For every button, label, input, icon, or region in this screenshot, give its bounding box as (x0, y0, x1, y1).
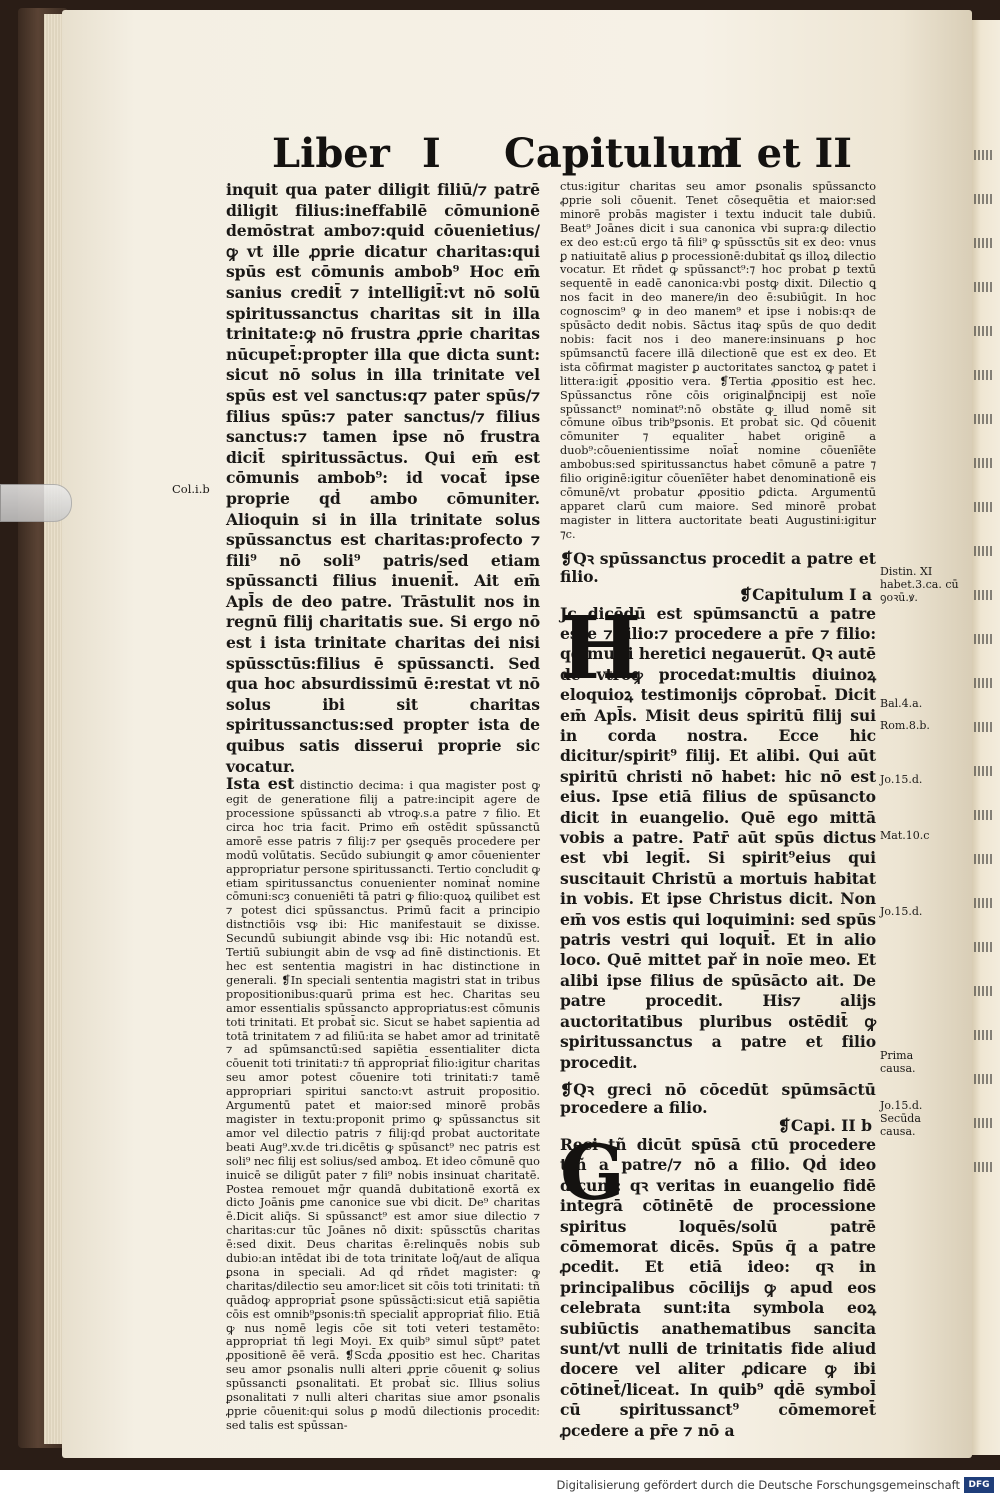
initial-capital-g: G (560, 1127, 625, 1217)
bookmark-strip (0, 484, 72, 522)
chapter-two-label: ❡Capi. II (777, 1115, 856, 1135)
margin-note-left: Col.i.b (172, 482, 210, 496)
margin-note-gal: Bal.4.a. (880, 697, 923, 710)
margin-note-prima-causa: Prima causa. (880, 1049, 916, 1075)
chapter-two-letter: b (861, 1115, 872, 1135)
right-column (560, 180, 876, 1441)
chapter-two-body (560, 1127, 876, 1441)
left-column-lead-text: inquit qua pater diligit filiū/⁊ patrē diligit filius:ineffabilē cōmunionē demōstrat ambo⁊:quid cōuenietius/ꝙ vt ille ꝓprie dicatur charitas:qui spūs est cōmunis ambob⁹ Hoc em̄ sanius credit̄ ⁊ intelligit̄:vt nō solū spiritussanctus charitas sit in illa trinitate:ꝙ nō frustra ꝓprie charitas nūcupet̄:propter illa que dicta sunt: sicut nō solus in illa trinitate vel spūs est vel sanctus:q⁊ pater spūs/⁊ filius spūs:⁊ pater sanctus/⁊ filius sanctus:⁊ tamen ipse nō frustra dicit̄ spiritussāctus. Qui em̄ est cōmunis ambob⁹: id vocat̄ ipse proprie qḋ ambo cōmuniter. Alioquin si in illa trinitate solus spūssanctus est charitas:profecto ⁊ fili⁹ nō soli⁹ patris/sed etiam spūssancti filius inuenit̄. Ait em̄ Apl̄s de deo patre. Trāstulit nos in regnū filij charitatis sue. Si ergo nō est i ista trinitate charitas dei nisi spūssctūs:filius ē spūssancti. Sed qua hoc absurdissimū ē:restat vt nō solus ibi sit charitas spiritussanctus:sed propter ista de quibus satis disserui proprie sic vocatur. (226, 180, 540, 776)
footer-funding-text: Digitalisierung gefördert durch die Deutsche Forschungsgemeinschaft (556, 1478, 960, 1492)
margin-note-secunda-causa: Jo.15.d. Secūda causa. (880, 1099, 923, 1138)
left-column-commentary (226, 774, 540, 1433)
initial-capital-h: H (560, 597, 642, 699)
rubric-procedit: ❡Qꝛ spūssanctus procedit a patre et filio. (560, 548, 876, 586)
chapter-one-letter: a (861, 584, 872, 604)
header-liber: Liber (272, 130, 390, 177)
facing-page-bleed (972, 150, 998, 1250)
left-column (226, 180, 540, 1433)
chapter-one-body (560, 597, 876, 1073)
rubric-greci: ❡Qꝛ greci nō cōcedūt spūmsāctū procedere a filio. (560, 1079, 876, 1117)
margin-note-mat: Mat.10.c (880, 829, 930, 842)
dfg-logo: DFG (964, 1477, 994, 1493)
chapter-one-text: Jc dicēdū est spūmsanctū a patre esse ⁊ filio:⁊ procedere a pr̄e ⁊ filio: qḋ multi heretici negauerūt. Qꝛ autē de vtroꝙ procedat:multis diuinoꝝ eloquioꝝ testimonijs cōprobat̄. Dicit em̄ Apl̄s. Misit deus spiritū filij sui in corda nostra. Ecce hic dicitur/spirit⁹ filij. Et alibi. Qui aūt spiritū christi nō habet: hic nō est eius. Ipse etiā filius de spūsancto dicit in euangelio. Quē ego mittā vobis a patre. Patr̄ aūt spūs dictus est vbi legit̄. Si spirit⁹eius qui suscitauit Christū a mortuis habitat in vobis. Et ipse Christus dicit. Non em̄ vos estis qui loquimini: sed spūs patris vestri qui loquit̄. Et in alio loco. Quē mittet pař in noīe meo. Et alibi ipse filius de spūsācto ait. De patre procedit. His⁊ alijs auctoritatibus pluribus ostēdit̄ ꝙ spiritussanctus a patre et filio procedit. (560, 603, 876, 1072)
header-chapter-numbers: I et II (724, 130, 852, 177)
right-column-commentary: ctus:igitur charitas seu amor ꝑsonalis spūssancto ꝓprie soli cōuenit. Tenet cōsequētia et maior:sed minorē probās magister i textu inducit tale dubiū. Beat⁹ Joānes dicit i sua canonica vbi supra:ꝙ dilectio ex deo est:cū ergo tā fili⁹ ꝙ spūssctūs sit ex deo: vnus ꝑ natiuitatē alius ꝑ processionē:dubitat̄ ꝗs illoꝝ dilectio vocatur. Et rn̄det ꝙ spūssanct⁹:⁊ hoc probat ꝑ textū sequentē in eadē canonica:vbi postꝙ dixit. Dilectio ꝗ nos facit in deo manere/in deo ē:subiūgit. In hoc cognoscim⁹ ꝙ in deo manem⁹ et ipse i nobis:qꝛ de spūsācto dedit nobis. Sāctus itaꝙ spūs de quo dedit nobis: facit nos i deo manere:insinuans ꝑ hoc spūmsanctū facere illā dilectionē que est ex deo. Et ista cōfirmat magister ꝑ auctoritates sanctoꝝ ꝙ patet i littera:igit̄ ꝓpositio vera. ❡Tertia ꝓpositio est hec. Spūssanctus rōne cōis originalꝑ̄ncipij est noīe spūssanct⁹ nominat⁹:nō obstāte ꝙ illud nomē sit cōmune oībus trib⁹ꝑsonis. Et probat̄ sic. Qḋ cōuenit cōmuniter ⁊ equaliter habet originē a duob⁹:cōuenientissime noīat̄ nomine cōuenīēte ambobus:sed spiritussanctus habet cōmunē a patre ⁊ filio originē:igitur cōuenīēter habet denominationē eis cōmunē/vt probatur ꝓpositio ꝑdicta. Argumentū apparet clarū cum maiore. Sed minorē probat magister in littera auctoritate beati Augustini:igitur ⁊c. (560, 180, 876, 541)
running-header (272, 128, 872, 184)
margin-note-jo-2: Jo.15.d. (880, 905, 923, 918)
margin-note-distin: Distin. XI habet.3.ca. cū ꝯoꝛū.ꝟ. (880, 565, 959, 604)
margin-note-rom: Rom.8.b. (880, 719, 930, 732)
chapter-one-label: ❡Capitulum I (739, 584, 857, 604)
header-book-number: I (422, 130, 441, 177)
commentary-body: distinctio decima: i qua magister post ꝙ egit de generatione filij a patre:incipit agere de processione spūssancti ab vtroꝙ.s.a patre ⁊ filio. Et circa hoc tria facit. Primo em̄ ostēdit spūssanctū amorē esse patris ⁊ filij:⁊ per ꝯsequēs procedere per modū volūtatis. Secūdo subiungit ꝙ amor cōuenienter appropriatur persone spiritussancti. Tertio concludit ꝙ etiam spiritussanctus conuenienter nominat̄ nomine cōmuni:scȝ conueniēti tā patri ꝙ filio:quoꝝ quilibet est ⁊ potest dici spūssanctus. Primū facit a principio dist̄nctiōis vsꝙ ibi: Hic manifestauit se dixisse. Secundū subiungit abinde vsꝙ ibi: Hic notandū est. Tertiū subiungit abin de vsꝙ ad finē distinctionis. Et hec est sententia magistri in hac distinctione in generali. ❡In speciali sententia magistri stat in tribus propositionibus:quarū prima est hec. Charitas seu amor essentialis spūssancto appropriatus:est cōmunis toti trinitati. Et probat̄ sic. Sicut se habet sapientia ad totā trinitatem ⁊ ad filiū:ita se habet amor ad trinitatē ⁊ ad spūmsanctū:sed sapiētia essentialiter dicta cōuenit toti trinitati:⁊ tñ appropriat̄ filio:igitur charitas seu amor potest cōuenire toti trinitati:⁊ tamē appropriari spiritui sancto:vt astruit propositio. Argumentū patet et maior:sed minorē probās magister in textu:proponit primo ꝙ spūssanctus sit amor vel dilectio patris ⁊ filij:qḋ probat auctoritate beati Aug⁹.xv.de tri.dicētis ꝙ spūsanct⁹ nec patris est soli⁹ nec filij est solius/sed amboꝝ. Et ideo cōmunē quo inuicē se diligūt pater ⁊ fili⁹ nobis insinuat charitatē. Postea remouet mḡr quandā dubitationē exortā ex dicto Joānis ꝑme canonice sue vbi dicit. De⁹ charitas ē.Dicit aliq̄s. Si spūssanct⁹ est amor siue dilectio ⁊ charitas:cur tūc Joānes nō dixit: spūssctūs charitas ē:sed dixit. Deus charitas ē:relinquēs nobis sub dubio:an intēdat ibi de tota trinitate loq̄/aut de alīqua ꝑsona in speciali. Ad qḋ rn̄det magister: ꝙ charitas/dilectio seu amor:licet sit cōis toti trinitati: tñ quādoꝙ appropriat̄ ꝑsone spūssācti:sicut etiā sapiētia cōis est omnib⁹ꝑsonis:tñ specialit̄ appropriat̄ filio. Etiā ꝙ nus nomē legis cōe sit toti veteri testamēto: appropriat̄ tñ legi Moyi. Ex quib⁹ simul sūpt⁹ patet ꝓpositionē ēē verā. ❡Scd̄a ꝓpositio est hec. Charitas seu amor ꝑsonalis nulli alteri ꝓprie cōuenit ꝙ solius spūssancti ꝑsonalitati. Et probat̄ sic. Illius solius ꝑsonalitati ⁊ nulli alteri charitas siue amor ꝑsonalis ꝓprie cōuenit:qui solus ꝑ modū dilectionis procedit: sed talis est spūssan- (226, 779, 540, 1432)
chapter-two-text: Reci tñ dicūt spūsā ctū procedere trñ a patre/⁊ nō a filio. Qḋ ideo dicunt: qꝛ veritas in euangelio fidē integrā cōtinētē de processione spiritus loquēs/solū patrē cōmemorat dicēs. Spūs q̄ a patre ꝓcedit. Et etiā ideo: qꝛ in principalibus cōcilijs ꝙ apud eos celebrata sunt:ita symbola eoꝝ subiūctis anathematibus sancita sunt/vt nulli de trinitatis fide aliud docere vel aliter ꝓdicare ꝙ ibi cōtinet̄/liceat. In quib⁹ qḋē symbol̄ cū spiritussanct⁹ cōmemoret̄ ꝓcedere a pr̄e ⁊ nō a (560, 1134, 876, 1440)
rubric-ista-est: Ista est (226, 774, 295, 794)
header-capitulum: Capitulum (504, 130, 740, 177)
footer-bar (0, 1475, 1000, 1497)
margin-note-jo-1: Jo.15.d. (880, 773, 923, 786)
